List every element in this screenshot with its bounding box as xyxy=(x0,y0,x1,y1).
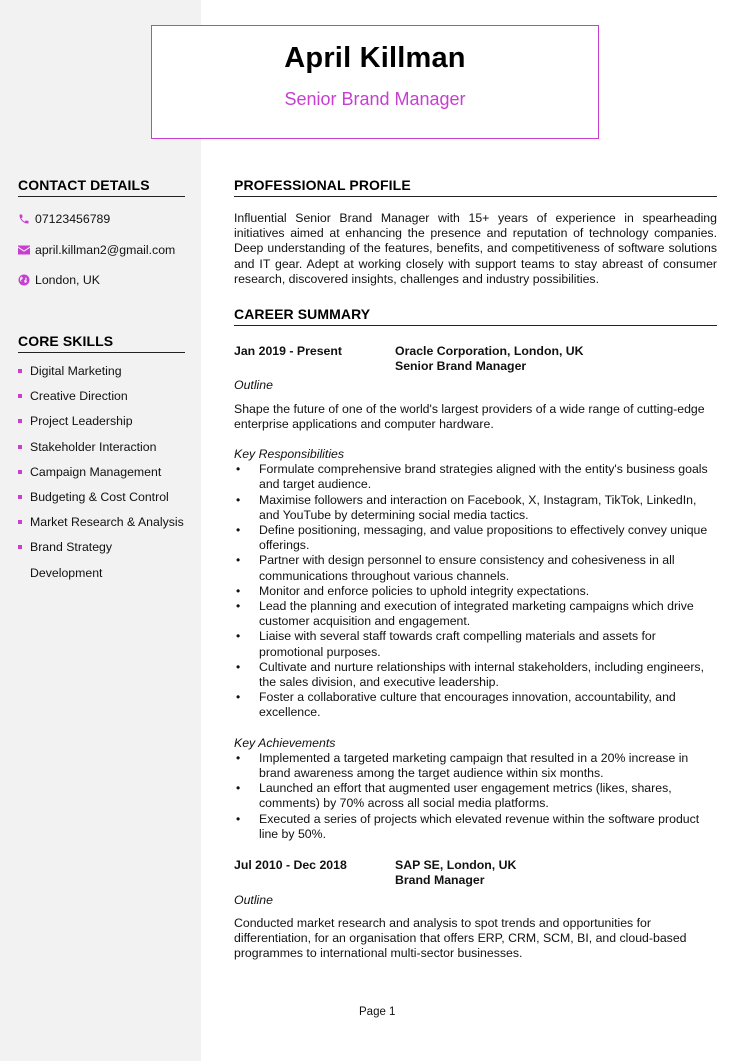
bullet-square-icon xyxy=(18,445,22,449)
job-dates: Jul 2010 - Dec 2018 xyxy=(234,858,347,873)
candidate-name: April Killman xyxy=(284,42,466,74)
skills-heading: CORE SKILLS xyxy=(18,333,185,353)
phone-value[interactable]: 07123456789 xyxy=(35,212,111,227)
contact-location xyxy=(18,265,185,296)
skill-item: Brand Strategy Development xyxy=(18,535,185,560)
list-item: • Maximise followers and interaction on Facebook, X, Instagram, TikTok, LinkedIn, and YouTube by determining social media tactics. xyxy=(234,493,717,523)
globe-icon xyxy=(18,274,35,286)
job-entry xyxy=(234,344,717,842)
list-item: • Cultivate and nurture relationships with internal stakeholders, including engineers, the sales division, and executive leadership. xyxy=(234,660,717,690)
bullet-square-icon xyxy=(18,545,22,549)
page-number: Page 1 xyxy=(359,1006,396,1018)
responsibilities-label: Key Responsibilities xyxy=(234,447,345,462)
skill-item: Creative Direction xyxy=(18,384,185,409)
job-company: Oracle Corporation, London, UK xyxy=(395,344,584,358)
job-outline: Conducted market research and analysis to spot trends and opportunities for differentiation, for an organisation that offers ERP, CRM, SCM, BI, and cloud-based programmes to international multi-sector businesses. xyxy=(234,915,687,961)
contact-heading: CONTACT DETAILS xyxy=(18,177,185,197)
list-item: • Define positioning, messaging, and value propositions to effectively convey unique offerings. xyxy=(234,523,717,553)
list-item: • Launched an effort that augmented user engagement metrics (likes, shares, comments) by 70% across all social media platforms. xyxy=(234,781,717,811)
bullet-square-icon xyxy=(18,369,22,373)
achievements-list xyxy=(234,751,717,842)
outline-label: Outline xyxy=(234,892,273,907)
list-item: • Executed a series of projects which elevated revenue within the software product line by 50%. xyxy=(234,812,717,842)
bullet-square-icon xyxy=(18,520,22,524)
job-dates: Jan 2019 - Present xyxy=(234,344,343,358)
list-item: • Monitor and enforce policies to uphold integrity expectations. xyxy=(234,584,717,599)
skill-item: Budgeting & Cost Control xyxy=(18,485,185,510)
name-header-box xyxy=(151,25,599,139)
list-item: • Lead the planning and execution of integrated marketing campaigns which drive customer acquisition and engagement. xyxy=(234,599,717,629)
job-company: SAP SE, London, UK xyxy=(395,858,517,873)
job-entry xyxy=(234,858,717,961)
list-item: • Foster a collaborative culture that encourages innovation, accountability, and excellence. xyxy=(234,690,717,720)
skill-item: Project Leadership xyxy=(18,409,185,434)
bullet-square-icon xyxy=(18,394,22,398)
bullet-square-icon xyxy=(18,495,22,499)
contact-email xyxy=(18,235,185,266)
skill-item: Digital Marketing xyxy=(18,359,185,384)
career-heading: CAREER SUMMARY xyxy=(234,306,717,326)
list-item: • Implemented a targeted marketing campaign that resulted in a 20% increase in brand awareness among the target audience within six months. xyxy=(234,751,717,781)
achievements-label: Key Achievements xyxy=(234,735,336,750)
job-role: Senior Brand Manager xyxy=(395,359,527,374)
job-header xyxy=(234,858,717,888)
contact-phone xyxy=(18,204,185,235)
skills-section xyxy=(18,333,185,580)
contact-section xyxy=(18,177,185,296)
job-outline: Shape the future of one of the world's largest providers of a wide range of cutting-edge enterprise applications and computer hardware. xyxy=(234,401,705,431)
skill-item: Market Research & Analysis xyxy=(18,510,185,535)
location-value: London, UK xyxy=(35,273,100,288)
outline-label: Outline xyxy=(234,378,273,393)
profile-section xyxy=(234,177,717,287)
candidate-title: Senior Brand Manager xyxy=(284,89,466,109)
profile-heading: PROFESSIONAL PROFILE xyxy=(234,177,717,197)
email-value[interactable]: april.killman2@gmail.com xyxy=(35,242,176,257)
career-section xyxy=(234,306,717,961)
skill-item: Campaign Management xyxy=(18,460,185,485)
bullet-square-icon xyxy=(18,419,22,423)
list-item: • Formulate comprehensive brand strategies aligned with the entity's business goals and target audience. xyxy=(234,462,717,492)
email-icon xyxy=(18,245,35,255)
list-item: • Partner with design personnel to ensure consistency and cohesiveness in all communications throughout various channels. xyxy=(234,553,717,583)
skill-item: Stakeholder Interaction xyxy=(18,435,185,460)
job-role: Brand Manager xyxy=(395,873,485,888)
list-item: • Liaise with several staff towards craft compelling materials and assets for promotional purposes. xyxy=(234,629,717,659)
phone-icon xyxy=(18,213,35,225)
bullet-square-icon xyxy=(18,470,22,474)
job-header xyxy=(234,344,717,374)
skills-list xyxy=(18,359,185,580)
responsibilities-list xyxy=(234,462,717,720)
profile-text: Influential Senior Brand Manager with 15+ years of experience in spearheading initiatives aimed at enhancing the presence and reputation of technology companies. Deep understanding of the features, benefits, and competitiveness of software solutions and IT gear. Adept at working closely with support teams to stay abreast of consumer research, discovered insights, challenges and industry possibilities. xyxy=(234,211,717,286)
